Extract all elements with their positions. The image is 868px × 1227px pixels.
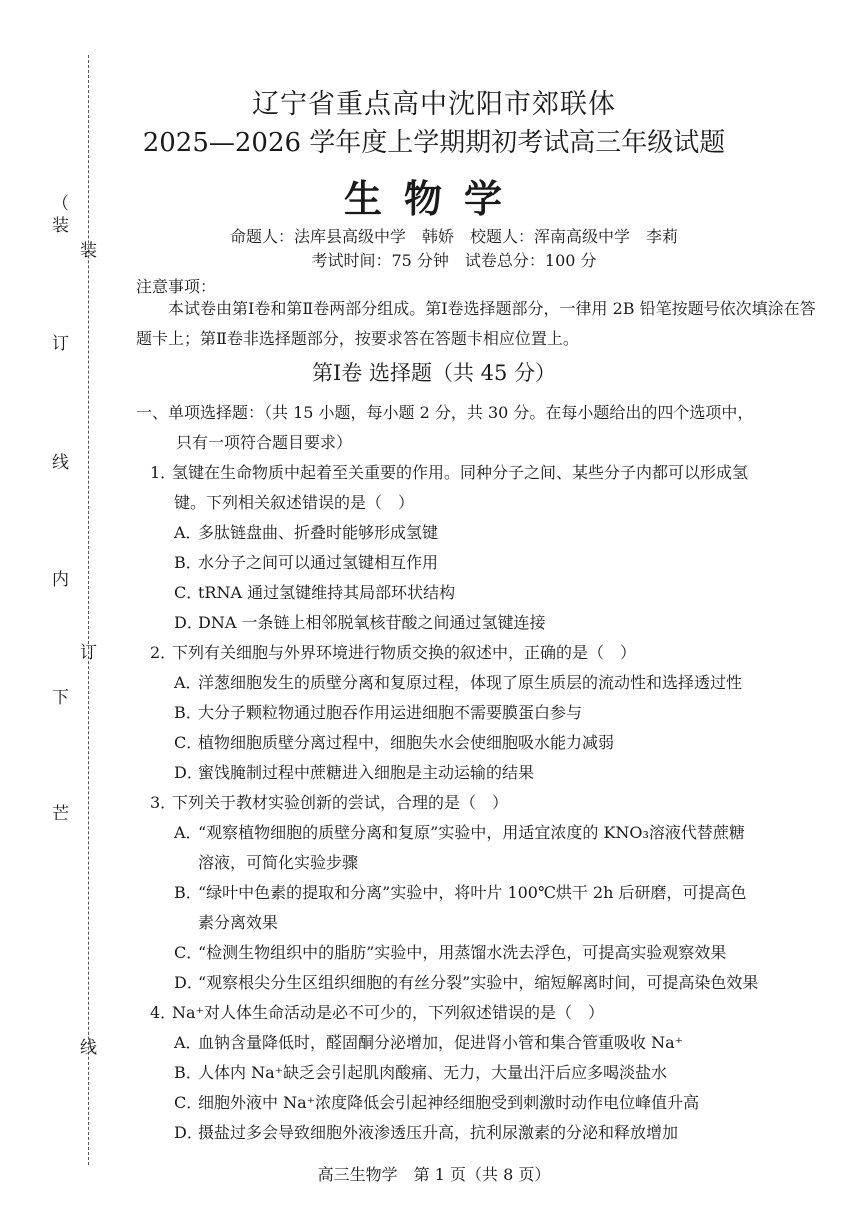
option-a (150, 668, 826, 698)
option-d (150, 1118, 826, 1148)
option-text: 水分子之间可以通过氢键相互作用 (198, 553, 439, 572)
option-text-continuation: 素分离效果 (198, 913, 279, 932)
option-d (150, 758, 826, 788)
option-label: C． (174, 583, 203, 602)
page-footer: 高三生物学 第 1 页（共 8 页） (317, 1165, 551, 1184)
binding-char: 下 (52, 688, 69, 708)
option-label: D． (174, 763, 203, 782)
option-text: 大分子颗粒物通过胞吞作用运进细胞不需要膜蛋白参与 (198, 703, 583, 722)
question-stem (150, 458, 826, 488)
option-text: 人体内 Na⁺缺乏会引起肌肉酸痛、无力，大量出汗后应多喝淡盐水 (198, 1063, 668, 1082)
option-text: 摄盐过多会导致细胞外液渗透压升高，抗利尿激素的分泌和释放增加 (198, 1123, 679, 1142)
option-label: D． (174, 613, 203, 632)
option-label: A． (174, 523, 202, 542)
option-label: A． (174, 823, 202, 842)
option-label: D． (174, 973, 203, 992)
option-b (150, 548, 826, 578)
option-label: B． (174, 703, 202, 722)
option-text: 蜜饯腌制过程中蔗糖进入细胞是主动运输的结果 (198, 763, 535, 782)
title-line-1: 辽宁省重点高中沈阳市郊联体 (252, 89, 616, 120)
binding-char: 订 (52, 334, 69, 354)
option-text: 洋葱细胞发生的质壁分离和复原过程，体现了原生质层的流动性和选择透过性 (198, 673, 743, 692)
option-text-continuation: 溶液，可简化实验步骤 (198, 853, 359, 872)
binding-char: 装 (52, 216, 69, 236)
option-text: “检测生物组织中的脂肪”实验中，用蒸馏水洗去浮色，可提高实验观察效果 (198, 943, 727, 962)
part-heading-line1: 一、单项选择题：（共 15 小题，每小题 2 分，共 30 分。在每小题给出的四个选项中， (136, 403, 754, 422)
question-number: 3． (150, 793, 177, 812)
binding-char: 线 (80, 1038, 97, 1058)
binding-char: 线 (52, 453, 69, 473)
option-label: A． (174, 673, 202, 692)
option-text: 细胞外液中 Na⁺浓度降低会引起神经细胞受到刺激时动作电位峰值升高 (198, 1093, 700, 1112)
option-a (150, 518, 826, 548)
option-a (150, 818, 826, 878)
subject-title: 生物学 (343, 176, 524, 221)
binding-char: 芒 (52, 804, 69, 824)
option-text: “观察植物细胞的质壁分离和复原”实验中，用适宜浓度的 KNO₃溶液代替蔗糖 (198, 823, 745, 842)
binding-char: （ (52, 194, 69, 214)
option-text: “绿叶中色素的提取和分离”实验中，将叶片 100℃烘干 2h 后研磨，可提高色 (198, 883, 747, 902)
option-c (150, 728, 826, 758)
option-label: B． (174, 553, 202, 572)
stem-text: 氢键在生命物质中起着至关重要的作用。同种分子之间、某些分子内都可以形成氢 (172, 463, 749, 482)
question-stem (150, 638, 826, 668)
option-c (150, 938, 826, 968)
option-text: 血钠含量降低时，醛固酮分泌增加，促进肾小管和集合管重吸收 Na⁺ (198, 1033, 684, 1052)
option-label: B． (174, 883, 202, 902)
option-label: D． (174, 1123, 203, 1142)
option-text: 多肽链盘曲、折叠时能够形成氢键 (198, 523, 439, 542)
option-b (150, 878, 826, 938)
binding-char: 订 (80, 643, 97, 663)
option-b (150, 1058, 826, 1088)
option-label: C． (174, 1093, 203, 1112)
stem-continuation: 键。下列相关叙述错误的是（ ） (174, 493, 415, 512)
question-3 (150, 788, 826, 998)
question-number: 1． (150, 463, 177, 482)
option-a (150, 1028, 826, 1058)
option-text: “观察根尖分生区组织细胞的有丝分裂”实验中，缩短解离时间，可提高染色效果 (198, 973, 759, 992)
section-title: 第Ⅰ卷 选择题（共 45 分） (311, 361, 557, 385)
question-1 (150, 458, 826, 638)
option-text: tRNA 通过氢键维持其局部环状结构 (198, 583, 456, 602)
option-label: A． (174, 1033, 202, 1052)
question-4 (150, 998, 826, 1148)
notice-title: 注意事项： (136, 277, 217, 296)
binding-char: 装 (80, 241, 97, 261)
title-line-2: 2025—2026 学年度上学期期初考试高三年级试题 (142, 128, 726, 158)
notice-body: 本试卷由第Ⅰ卷和第Ⅱ卷两部分组成。第Ⅰ卷选择题部分，一律用 2B 铅笔按题号依次填涂在答题卡上；第Ⅱ卷非选择题部分，按要求答在答题卡相应位置上。 (136, 299, 816, 348)
question-stem (150, 998, 826, 1028)
exam-info: 考试时间：75 分钟 试卷总分：100 分 (311, 251, 597, 270)
option-d (150, 968, 826, 998)
option-label: B． (174, 1063, 202, 1082)
option-d (150, 608, 826, 638)
option-b (150, 698, 826, 728)
part-heading (136, 398, 826, 458)
option-c (150, 578, 826, 608)
stem-text: 下列关于教材实验创新的尝试，合理的是（ ） (172, 793, 509, 812)
question-number: 2． (150, 643, 177, 662)
question-2 (150, 638, 826, 788)
option-c (150, 1088, 826, 1118)
option-text: DNA 一条链上相邻脱氧核苷酸之间通过氢键连接 (198, 613, 546, 632)
stem-text: Na⁺对人体生命活动是必不可少的，下列叙述错误的是（ ） (172, 1003, 604, 1022)
part-heading-line2: 只有一项符合题目要求） (176, 433, 353, 452)
option-label: C． (174, 943, 203, 962)
question-stem (150, 788, 826, 818)
authors-line: 命题人：法库县高级中学 韩娇 校题人：浑南高级中学 李莉 (229, 227, 678, 246)
option-text: 植物细胞质壁分离过程中，细胞失水会使细胞吸水能力减弱 (198, 733, 615, 752)
option-label: C． (174, 733, 203, 752)
stem-text: 下列有关细胞与外界环境进行物质交换的叙述中，正确的是（ ） (172, 643, 637, 662)
binding-char: 内 (52, 570, 69, 590)
question-number: 4． (150, 1003, 177, 1022)
